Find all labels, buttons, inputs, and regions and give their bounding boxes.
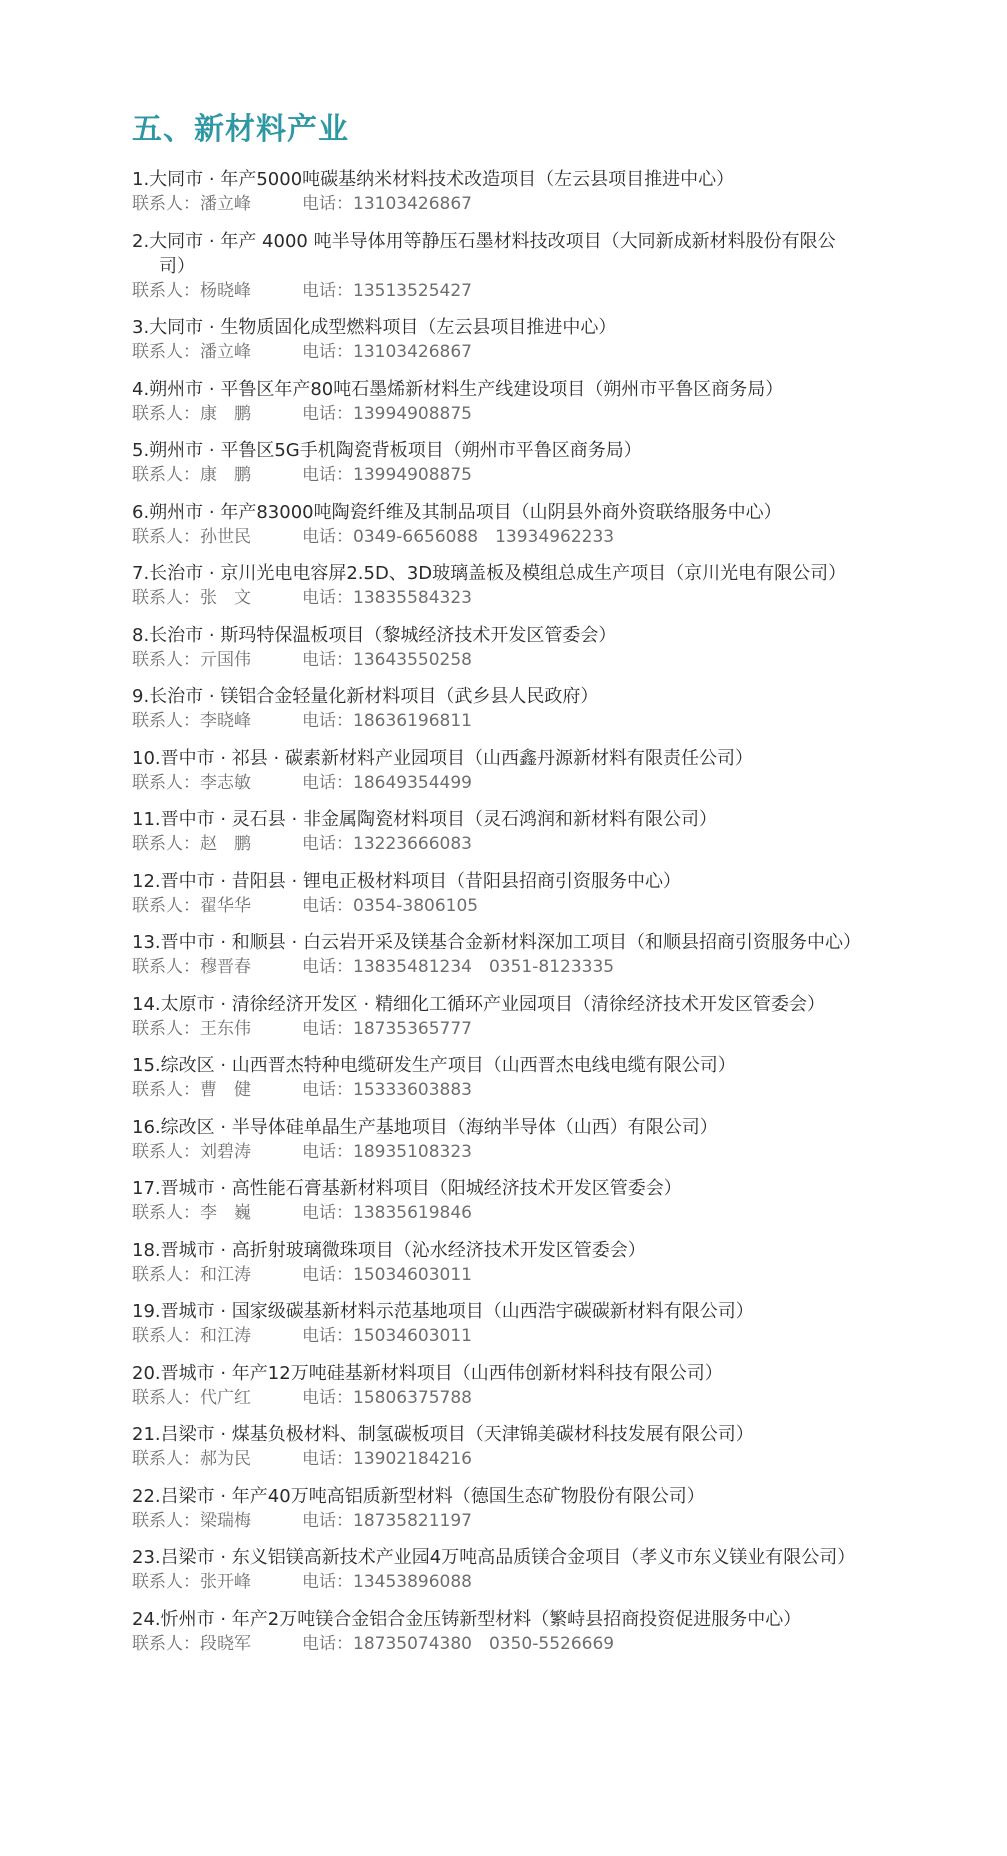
project-entry (132, 623, 852, 673)
contact-line (132, 1263, 852, 1288)
phone-number: 13453896088 (353, 1572, 472, 1592)
project-title: 10.晋中市 · 祁县 · 碳素新材料产业园项目（山西鑫丹源新材料有限责任公司） (132, 747, 753, 769)
project-entry (132, 1238, 852, 1288)
contact-person (132, 648, 302, 673)
phone-number: 18735821197 (353, 1510, 472, 1531)
contact-name: 和江涛 (200, 1264, 251, 1285)
project-title: 2.大同市 · 年产 4000 吨半导体用等静压石墨材料技改项目（大同新成新材料股份有限公司） (132, 230, 836, 277)
phone-label: 电话： (302, 194, 353, 214)
phone-label: 电话： (302, 280, 353, 301)
contact-person (132, 771, 302, 796)
project-list (132, 167, 861, 1668)
phone-label: 电话： (302, 1080, 353, 1100)
contact-line (132, 648, 852, 673)
project-title: 5.朔州市 · 平鲁区5G手机陶瓷背板项目（朔州市平鲁区商务局） (132, 440, 642, 461)
project-entry (132, 930, 861, 980)
phone-number: 13223666083 (353, 834, 472, 854)
phone-label: 电话： (302, 342, 353, 362)
project-entry (132, 229, 852, 304)
contact-line (132, 955, 852, 980)
project-title: 1.大同市 · 年产5000吨碳基纳米材料技术改造项目（左云县项目推进中心） (132, 169, 735, 190)
contact-person (132, 1078, 302, 1103)
phone-number: 15333603883 (353, 1080, 472, 1100)
project-entry (132, 1176, 852, 1226)
phone-label: 电话： (302, 649, 353, 670)
phone-number: 13513525427 (353, 280, 472, 301)
contact-label: 联系人： (132, 1633, 200, 1654)
contact-line (132, 1140, 852, 1165)
phone-number: 18735365777 (353, 1018, 472, 1039)
contact-name: 孙世民 (200, 526, 251, 547)
contact-name: 康 鹏 (200, 403, 251, 424)
contact-line (132, 279, 852, 304)
phone-number: 13835584323 (353, 588, 472, 608)
contact-person (132, 1447, 302, 1472)
contact-label: 联系人： (132, 280, 200, 301)
phone-label: 电话： (302, 711, 353, 731)
project-title: 21.吕梁市 · 煤基负极材料、制氢碳板项目（天津锦美碳材科技发展有限公司） (132, 1424, 754, 1445)
contact-line (132, 1324, 852, 1349)
phone-number: 13835481234 0351-8123335 (353, 957, 615, 977)
project-entry (132, 1053, 852, 1103)
phone-number: 0349-6656088 13934962233 (353, 526, 615, 547)
phone-label: 电话： (302, 403, 353, 424)
contact-person (132, 894, 302, 919)
contact-person (132, 1509, 302, 1534)
phone-label: 电话： (302, 1203, 353, 1223)
contact-label: 联系人： (132, 711, 200, 731)
phone-number: 0354-3806105 (353, 895, 479, 916)
project-entry (132, 807, 852, 857)
project-entry (132, 500, 852, 550)
phone-label: 电话： (302, 526, 353, 547)
phone-label: 电话： (302, 1633, 353, 1654)
contact-name: 康 鹏 (200, 465, 251, 485)
contact-label: 联系人： (132, 465, 200, 485)
contact-label: 联系人： (132, 342, 200, 362)
contact-line (132, 1570, 852, 1595)
contact-name: 穆晋春 (200, 957, 251, 977)
project-title: 8.长治市 · 斯玛特保温板项目（黎城经济技术开发区管委会） (132, 624, 617, 646)
contact-person (132, 1632, 302, 1657)
contact-person (132, 1570, 302, 1595)
phone-label: 电话： (302, 1141, 353, 1162)
contact-person (132, 1324, 302, 1349)
contact-line (132, 402, 852, 427)
contact-person (132, 586, 302, 611)
contact-name: 亓国伟 (200, 649, 251, 670)
contact-name: 张 文 (200, 588, 251, 608)
phone-label: 电话： (302, 895, 353, 916)
contact-name: 潘立峰 (200, 342, 251, 362)
phone-number: 13835619846 (353, 1203, 472, 1223)
contact-line (132, 832, 852, 857)
contact-label: 联系人： (132, 1141, 200, 1162)
contact-label: 联系人： (132, 1572, 200, 1592)
contact-name: 刘碧涛 (200, 1141, 251, 1162)
contact-line (132, 709, 852, 734)
contact-person (132, 1201, 302, 1226)
contact-name: 曹 健 (200, 1080, 251, 1100)
contact-name: 王东伟 (200, 1018, 251, 1039)
contact-line (132, 1078, 852, 1103)
project-entry (132, 167, 852, 217)
project-title: 3.大同市 · 生物质固化成型燃料项目（左云县项目推进中心） (132, 317, 617, 338)
phone-label: 电话： (302, 957, 353, 977)
contact-label: 联系人： (132, 403, 200, 424)
project-entry (132, 992, 852, 1042)
contact-person (132, 832, 302, 857)
contact-person (132, 340, 302, 365)
project-entry (132, 1115, 852, 1165)
phone-label: 电话： (302, 1449, 353, 1469)
contact-name: 李晓峰 (200, 711, 251, 731)
project-title: 24.忻州市 · 年产2万吨镁合金铝合金压铸新型材料（繁峙县招商投资促进服务中心） (132, 1608, 802, 1630)
contact-line (132, 525, 852, 550)
phone-number: 13103426867 (353, 342, 472, 362)
phone-number: 13902184216 (353, 1449, 472, 1469)
contact-person (132, 525, 302, 550)
phone-label: 电话： (302, 465, 353, 485)
project-entry (132, 746, 852, 796)
project-title: 9.长治市 · 镁铝合金轻量化新材料项目（武乡县人民政府） (132, 686, 599, 707)
section-title: 五、新材料产业 (132, 112, 349, 147)
phone-number: 13994908875 (353, 465, 472, 485)
contact-line (132, 1386, 852, 1411)
project-entry (132, 1484, 852, 1534)
contact-person (132, 1017, 302, 1042)
contact-label: 联系人： (132, 1080, 200, 1100)
contact-name: 李 巍 (200, 1203, 251, 1223)
contact-name: 代广红 (200, 1387, 251, 1408)
project-title: 14.太原市 · 清徐经济开发区 · 精细化工循环产业园项目（清徐经济技术开发区管委会） (132, 993, 825, 1015)
contact-line (132, 1632, 852, 1657)
phone-number: 18735074380 0350-5526669 (353, 1633, 615, 1654)
project-title: 22.吕梁市 · 年产40万吨高铝质新型材料（德国生态矿物股份有限公司） (132, 1485, 705, 1507)
contact-label: 联系人： (132, 194, 200, 214)
phone-label: 电话： (302, 1572, 353, 1592)
project-entry (132, 1361, 852, 1411)
contact-line (132, 771, 852, 796)
contact-name: 郝为民 (200, 1449, 251, 1469)
contact-person (132, 402, 302, 427)
contact-person (132, 955, 302, 980)
project-title: 4.朔州市 · 平鲁区年产80吨石墨烯新材料生产线建设项目（朔州市平鲁区商务局） (132, 378, 784, 400)
contact-line (132, 1017, 852, 1042)
contact-name: 李志敏 (200, 772, 251, 793)
contact-label: 联系人： (132, 1203, 200, 1223)
project-title: 23.吕梁市 · 东义铝镁高新技术产业园4万吨高品质镁合金项目（孝义市东义镁业有限公司） (132, 1547, 856, 1568)
phone-label: 电话： (302, 588, 353, 608)
contact-name: 梁瑞梅 (200, 1510, 251, 1531)
contact-name: 翟华华 (200, 895, 251, 916)
contact-person (132, 1263, 302, 1288)
phone-number: 15034603011 (353, 1264, 472, 1285)
project-entry (132, 561, 852, 611)
project-entry (132, 1545, 856, 1595)
contact-name: 潘立峰 (200, 194, 251, 214)
contact-line (132, 1201, 852, 1226)
phone-label: 电话： (302, 772, 353, 793)
contact-label: 联系人： (132, 1018, 200, 1039)
contact-label: 联系人： (132, 957, 200, 977)
phone-number: 13994908875 (353, 403, 472, 424)
phone-label: 电话： (302, 1326, 353, 1346)
project-entry (132, 315, 852, 365)
contact-label: 联系人： (132, 1510, 200, 1531)
contact-person (132, 709, 302, 734)
contact-person (132, 1386, 302, 1411)
contact-name: 张开峰 (200, 1572, 251, 1592)
project-entry (132, 684, 852, 734)
phone-number: 18636196811 (353, 711, 472, 731)
project-entry (132, 1422, 852, 1472)
project-entry (132, 1607, 852, 1657)
phone-label: 电话： (302, 834, 353, 854)
contact-name: 和江涛 (200, 1326, 251, 1346)
project-title: 6.朔州市 · 年产83000吨陶瓷纤维及其制品项目（山阴县外商外资联络服务中心） (132, 501, 782, 523)
project-entry (132, 377, 852, 427)
phone-number: 18649354499 (353, 772, 472, 793)
contact-line (132, 894, 852, 919)
contact-label: 联系人： (132, 1326, 200, 1346)
contact-line (132, 1447, 852, 1472)
contact-label: 联系人： (132, 1387, 200, 1408)
contact-line (132, 586, 852, 611)
contact-label: 联系人： (132, 772, 200, 793)
contact-name: 杨晓峰 (200, 280, 251, 301)
project-entry (132, 438, 852, 488)
contact-label: 联系人： (132, 834, 200, 854)
contact-name: 段晓军 (200, 1633, 251, 1654)
project-entry (132, 1299, 852, 1349)
phone-number: 13103426867 (353, 194, 472, 214)
contact-label: 联系人： (132, 1264, 200, 1285)
phone-number: 15034603011 (353, 1326, 472, 1346)
contact-person (132, 463, 302, 488)
contact-person (132, 192, 302, 217)
contact-line (132, 1509, 852, 1534)
project-title: 7.长治市 · 京川光电电容屏2.5D、3D玻璃盖板及模组总成生产项目（京川光电有限公司） (132, 563, 847, 584)
project-title: 17.晋城市 · 高性能石膏基新材料项目（阳城经济技术开发区管委会） (132, 1178, 682, 1199)
project-title: 11.晋中市 · 灵石县 · 非金属陶瓷材料项目（灵石鸿润和新材料有限公司） (132, 809, 717, 830)
contact-label: 联系人： (132, 526, 200, 547)
project-entry (132, 869, 852, 919)
phone-label: 电话： (302, 1387, 353, 1408)
project-title: 15.综改区 · 山西晋杰特种电缆研发生产项目（山西晋杰电线电缆有限公司） (132, 1055, 736, 1076)
contact-label: 联系人： (132, 1449, 200, 1469)
project-title: 12.晋中市 · 昔阳县 · 锂电正极材料项目（昔阳县招商引资服务中心） (132, 870, 681, 892)
contact-name: 赵 鹏 (200, 834, 251, 854)
contact-person (132, 1140, 302, 1165)
contact-line (132, 463, 852, 488)
phone-number: 15806375788 (353, 1387, 472, 1408)
project-title: 16.综改区 · 半导体硅单晶生产基地项目（海纳半导体（山西）有限公司） (132, 1116, 718, 1138)
project-title: 19.晋城市 · 国家级碳基新材料示范基地项目（山西浩宇碳碳新材料有限公司） (132, 1301, 754, 1322)
phone-number: 18935108323 (353, 1141, 472, 1162)
phone-label: 电话： (302, 1510, 353, 1531)
project-title: 18.晋城市 · 高折射玻璃微珠项目（沁水经济技术开发区管委会） (132, 1239, 646, 1261)
contact-label: 联系人： (132, 895, 200, 916)
project-title: 13.晋中市 · 和顺县 · 白云岩开采及镁基合金新材料深加工项目（和顺县招商引资服务中心） (132, 932, 861, 953)
contact-label: 联系人： (132, 649, 200, 670)
phone-label: 电话： (302, 1264, 353, 1285)
phone-label: 电话： (302, 1018, 353, 1039)
phone-number: 13643550258 (353, 649, 472, 670)
contact-line (132, 192, 852, 217)
project-title: 20.晋城市 · 年产12万吨硅基新材料项目（山西伟创新材料科技有限公司） (132, 1362, 723, 1384)
contact-person (132, 279, 302, 304)
contact-label: 联系人： (132, 588, 200, 608)
contact-line (132, 340, 852, 365)
